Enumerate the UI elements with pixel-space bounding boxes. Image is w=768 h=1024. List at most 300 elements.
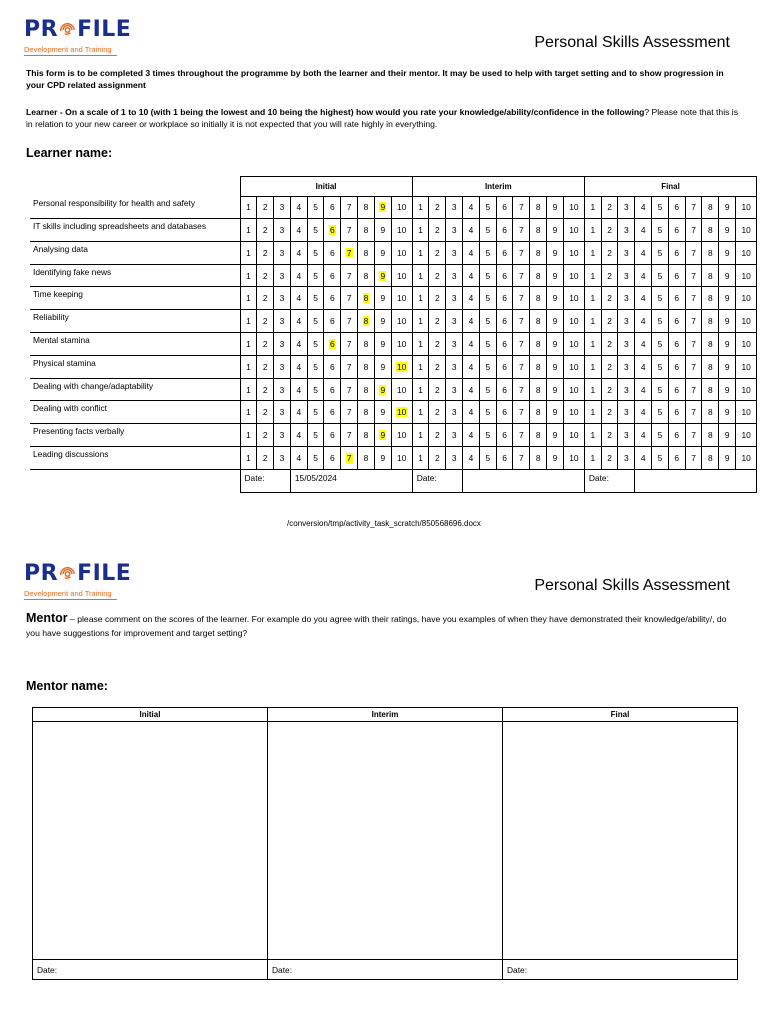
rating-cell-final[interactable] — [652, 241, 669, 264]
rating-cell-interim[interactable] — [563, 241, 584, 264]
rating-cell-interim[interactable] — [463, 355, 480, 378]
rating-cell-interim[interactable] — [496, 447, 513, 470]
rating-cell-initial[interactable] — [341, 355, 358, 378]
rating-cell-interim[interactable] — [479, 264, 496, 287]
rating-cell-interim[interactable] — [463, 447, 480, 470]
rating-cell-initial[interactable] — [358, 241, 375, 264]
rating-cell-interim[interactable] — [513, 219, 530, 242]
rating-cell-interim[interactable] — [412, 287, 429, 310]
rating-cell-interim[interactable] — [479, 287, 496, 310]
rating-cell-final[interactable] — [584, 447, 601, 470]
rating-cell-final[interactable] — [601, 196, 618, 218]
rating-cell-initial[interactable] — [358, 219, 375, 242]
rating-cell-initial[interactable] — [374, 424, 391, 447]
rating-cell-initial[interactable] — [358, 264, 375, 287]
rating-cell-interim[interactable] — [563, 401, 584, 424]
rating-cell-initial[interactable] — [324, 264, 341, 287]
rating-cell-initial[interactable] — [290, 241, 307, 264]
rating-cell-initial[interactable] — [324, 287, 341, 310]
rating-cell-initial[interactable] — [358, 310, 375, 333]
rating-cell-initial[interactable] — [240, 196, 257, 218]
rating-cell-final[interactable] — [685, 355, 702, 378]
rating-cell-interim[interactable] — [496, 355, 513, 378]
rating-cell-initial[interactable] — [358, 287, 375, 310]
rating-cell-interim[interactable] — [530, 310, 547, 333]
rating-cell-interim[interactable] — [412, 333, 429, 356]
rating-cell-interim[interactable] — [463, 264, 480, 287]
rating-cell-final[interactable] — [601, 310, 618, 333]
rating-cell-interim[interactable] — [530, 447, 547, 470]
rating-cell-interim[interactable] — [479, 424, 496, 447]
rating-cell-interim[interactable] — [547, 355, 564, 378]
rating-cell-interim[interactable] — [513, 241, 530, 264]
rating-cell-final[interactable] — [584, 355, 601, 378]
rating-cell-final[interactable] — [668, 401, 685, 424]
rating-cell-interim[interactable] — [446, 287, 463, 310]
rating-cell-initial[interactable] — [358, 196, 375, 218]
rating-cell-interim[interactable] — [429, 378, 446, 401]
rating-cell-final[interactable] — [652, 333, 669, 356]
rating-cell-final[interactable] — [685, 378, 702, 401]
rating-cell-initial[interactable] — [274, 355, 291, 378]
rating-cell-initial[interactable] — [274, 378, 291, 401]
rating-cell-interim[interactable] — [463, 378, 480, 401]
rating-cell-final[interactable] — [635, 219, 652, 242]
rating-cell-final[interactable] — [652, 378, 669, 401]
rating-cell-interim[interactable] — [412, 196, 429, 218]
rating-cell-final[interactable] — [601, 401, 618, 424]
rating-cell-initial[interactable] — [257, 355, 274, 378]
rating-cell-final[interactable] — [618, 287, 635, 310]
rating-cell-interim[interactable] — [530, 355, 547, 378]
rating-cell-initial[interactable] — [257, 219, 274, 242]
rating-cell-interim[interactable] — [513, 333, 530, 356]
rating-cell-initial[interactable] — [290, 401, 307, 424]
rating-cell-initial[interactable] — [341, 196, 358, 218]
rating-cell-initial[interactable] — [324, 196, 341, 218]
rating-cell-interim[interactable] — [547, 196, 564, 218]
rating-cell-final[interactable] — [618, 424, 635, 447]
rating-cell-final[interactable] — [618, 241, 635, 264]
rating-cell-interim[interactable] — [496, 310, 513, 333]
rating-cell-interim[interactable] — [530, 424, 547, 447]
rating-cell-initial[interactable] — [307, 196, 324, 218]
rating-cell-final[interactable] — [719, 378, 736, 401]
rating-cell-initial[interactable] — [374, 447, 391, 470]
rating-cell-interim[interactable] — [429, 241, 446, 264]
rating-cell-interim[interactable] — [463, 310, 480, 333]
rating-cell-initial[interactable] — [257, 447, 274, 470]
rating-cell-interim[interactable] — [547, 219, 564, 242]
rating-cell-interim[interactable] — [446, 424, 463, 447]
rating-cell-interim[interactable] — [412, 378, 429, 401]
rating-cell-final[interactable] — [702, 447, 719, 470]
rating-cell-final[interactable] — [668, 424, 685, 447]
rating-cell-interim[interactable] — [446, 355, 463, 378]
rating-cell-initial[interactable] — [324, 401, 341, 424]
rating-cell-initial[interactable] — [274, 241, 291, 264]
date-value-interim[interactable] — [463, 469, 585, 492]
rating-cell-initial[interactable] — [307, 401, 324, 424]
rating-cell-initial[interactable] — [274, 264, 291, 287]
rating-cell-interim[interactable] — [496, 378, 513, 401]
rating-cell-interim[interactable] — [479, 401, 496, 424]
rating-cell-initial[interactable] — [257, 401, 274, 424]
rating-cell-final[interactable] — [635, 447, 652, 470]
rating-cell-initial[interactable] — [240, 241, 257, 264]
rating-cell-interim[interactable] — [563, 447, 584, 470]
rating-cell-interim[interactable] — [412, 447, 429, 470]
rating-cell-initial[interactable] — [307, 447, 324, 470]
rating-cell-interim[interactable] — [513, 401, 530, 424]
rating-cell-interim[interactable] — [496, 401, 513, 424]
rating-cell-initial[interactable] — [240, 447, 257, 470]
rating-cell-interim[interactable] — [530, 378, 547, 401]
rating-cell-initial[interactable] — [307, 378, 324, 401]
rating-cell-final[interactable] — [601, 378, 618, 401]
rating-cell-initial[interactable] — [341, 219, 358, 242]
rating-cell-final[interactable] — [635, 196, 652, 218]
rating-cell-initial[interactable] — [290, 424, 307, 447]
rating-cell-final[interactable] — [635, 310, 652, 333]
rating-cell-initial[interactable] — [391, 401, 412, 424]
rating-cell-final[interactable] — [685, 401, 702, 424]
rating-cell-initial[interactable] — [341, 310, 358, 333]
rating-cell-initial[interactable] — [341, 333, 358, 356]
rating-cell-interim[interactable] — [412, 264, 429, 287]
rating-cell-final[interactable] — [635, 355, 652, 378]
rating-cell-final[interactable] — [618, 355, 635, 378]
rating-cell-interim[interactable] — [547, 287, 564, 310]
rating-cell-final[interactable] — [635, 401, 652, 424]
rating-cell-initial[interactable] — [290, 196, 307, 218]
rating-cell-initial[interactable] — [391, 447, 412, 470]
rating-cell-initial[interactable] — [324, 378, 341, 401]
rating-cell-interim[interactable] — [429, 401, 446, 424]
rating-cell-interim[interactable] — [496, 241, 513, 264]
rating-cell-final[interactable] — [702, 219, 719, 242]
rating-cell-final[interactable] — [736, 196, 757, 218]
rating-cell-final[interactable] — [736, 219, 757, 242]
rating-cell-interim[interactable] — [563, 196, 584, 218]
rating-cell-final[interactable] — [702, 287, 719, 310]
rating-cell-initial[interactable] — [391, 378, 412, 401]
rating-cell-final[interactable] — [668, 196, 685, 218]
rating-cell-initial[interactable] — [240, 310, 257, 333]
rating-cell-interim[interactable] — [479, 241, 496, 264]
rating-cell-interim[interactable] — [429, 219, 446, 242]
rating-cell-final[interactable] — [584, 241, 601, 264]
rating-cell-final[interactable] — [652, 401, 669, 424]
rating-cell-initial[interactable] — [290, 264, 307, 287]
rating-cell-final[interactable] — [618, 333, 635, 356]
rating-cell-final[interactable] — [652, 196, 669, 218]
rating-cell-final[interactable] — [685, 196, 702, 218]
rating-cell-interim[interactable] — [496, 424, 513, 447]
rating-cell-interim[interactable] — [547, 264, 564, 287]
rating-cell-final[interactable] — [601, 424, 618, 447]
rating-cell-initial[interactable] — [257, 287, 274, 310]
rating-cell-initial[interactable] — [274, 333, 291, 356]
rating-cell-interim[interactable] — [479, 196, 496, 218]
rating-cell-interim[interactable] — [496, 196, 513, 218]
rating-cell-final[interactable] — [685, 447, 702, 470]
rating-cell-initial[interactable] — [391, 219, 412, 242]
rating-cell-final[interactable] — [668, 447, 685, 470]
rating-cell-final[interactable] — [618, 447, 635, 470]
rating-cell-final[interactable] — [702, 424, 719, 447]
rating-cell-interim[interactable] — [513, 378, 530, 401]
rating-cell-final[interactable] — [618, 401, 635, 424]
rating-cell-initial[interactable] — [324, 310, 341, 333]
rating-cell-final[interactable] — [719, 264, 736, 287]
rating-cell-final[interactable] — [652, 264, 669, 287]
rating-cell-initial[interactable] — [324, 219, 341, 242]
rating-cell-initial[interactable] — [290, 219, 307, 242]
rating-cell-initial[interactable] — [341, 241, 358, 264]
rating-cell-interim[interactable] — [446, 447, 463, 470]
rating-cell-final[interactable] — [601, 241, 618, 264]
rating-cell-initial[interactable] — [358, 447, 375, 470]
rating-cell-initial[interactable] — [374, 355, 391, 378]
mentor-date-final[interactable]: Date: — [503, 960, 738, 980]
rating-cell-final[interactable] — [601, 219, 618, 242]
rating-cell-interim[interactable] — [479, 378, 496, 401]
rating-cell-final[interactable] — [736, 401, 757, 424]
rating-cell-initial[interactable] — [374, 401, 391, 424]
rating-cell-initial[interactable] — [257, 196, 274, 218]
rating-cell-final[interactable] — [736, 241, 757, 264]
rating-cell-interim[interactable] — [547, 241, 564, 264]
rating-cell-interim[interactable] — [513, 287, 530, 310]
rating-cell-initial[interactable] — [257, 378, 274, 401]
mentor-date-initial[interactable]: Date: — [33, 960, 268, 980]
mentor-comment-interim[interactable] — [268, 722, 503, 960]
rating-cell-initial[interactable] — [358, 355, 375, 378]
rating-cell-initial[interactable] — [374, 241, 391, 264]
rating-cell-final[interactable] — [736, 447, 757, 470]
rating-cell-initial[interactable] — [240, 401, 257, 424]
rating-cell-interim[interactable] — [446, 241, 463, 264]
rating-cell-interim[interactable] — [530, 219, 547, 242]
rating-cell-initial[interactable] — [240, 333, 257, 356]
rating-cell-interim[interactable] — [412, 241, 429, 264]
rating-cell-final[interactable] — [719, 447, 736, 470]
rating-cell-interim[interactable] — [547, 333, 564, 356]
rating-cell-final[interactable] — [601, 333, 618, 356]
rating-cell-interim[interactable] — [412, 355, 429, 378]
rating-cell-initial[interactable] — [341, 378, 358, 401]
rating-cell-interim[interactable] — [446, 310, 463, 333]
rating-cell-final[interactable] — [601, 287, 618, 310]
rating-cell-final[interactable] — [601, 355, 618, 378]
rating-cell-final[interactable] — [584, 401, 601, 424]
rating-cell-initial[interactable] — [324, 241, 341, 264]
rating-cell-interim[interactable] — [446, 219, 463, 242]
rating-cell-final[interactable] — [736, 424, 757, 447]
rating-cell-interim[interactable] — [513, 196, 530, 218]
rating-cell-initial[interactable] — [358, 424, 375, 447]
rating-cell-final[interactable] — [618, 264, 635, 287]
rating-cell-final[interactable] — [618, 378, 635, 401]
mentor-comment-final[interactable] — [503, 722, 738, 960]
rating-cell-final[interactable] — [719, 424, 736, 447]
rating-cell-initial[interactable] — [274, 401, 291, 424]
rating-cell-final[interactable] — [635, 424, 652, 447]
rating-cell-interim[interactable] — [563, 378, 584, 401]
rating-cell-interim[interactable] — [530, 241, 547, 264]
rating-cell-final[interactable] — [584, 310, 601, 333]
rating-cell-initial[interactable] — [290, 287, 307, 310]
rating-cell-initial[interactable] — [341, 401, 358, 424]
rating-cell-interim[interactable] — [563, 310, 584, 333]
rating-cell-initial[interactable] — [391, 424, 412, 447]
rating-cell-final[interactable] — [584, 264, 601, 287]
rating-cell-initial[interactable] — [240, 219, 257, 242]
rating-cell-initial[interactable] — [290, 355, 307, 378]
rating-cell-initial[interactable] — [341, 264, 358, 287]
rating-cell-initial[interactable] — [391, 355, 412, 378]
rating-cell-final[interactable] — [635, 333, 652, 356]
rating-cell-initial[interactable] — [274, 447, 291, 470]
rating-cell-initial[interactable] — [274, 287, 291, 310]
rating-cell-interim[interactable] — [530, 264, 547, 287]
rating-cell-final[interactable] — [685, 264, 702, 287]
mentor-date-interim[interactable]: Date: — [268, 960, 503, 980]
rating-cell-initial[interactable] — [307, 355, 324, 378]
rating-cell-interim[interactable] — [563, 264, 584, 287]
rating-cell-initial[interactable] — [324, 333, 341, 356]
rating-cell-initial[interactable] — [240, 287, 257, 310]
rating-cell-initial[interactable] — [358, 333, 375, 356]
rating-cell-final[interactable] — [719, 287, 736, 310]
rating-cell-final[interactable] — [702, 401, 719, 424]
rating-cell-interim[interactable] — [563, 333, 584, 356]
rating-cell-final[interactable] — [618, 219, 635, 242]
rating-cell-interim[interactable] — [429, 447, 446, 470]
rating-cell-interim[interactable] — [463, 333, 480, 356]
rating-cell-interim[interactable] — [429, 287, 446, 310]
rating-cell-initial[interactable] — [274, 219, 291, 242]
rating-cell-interim[interactable] — [429, 424, 446, 447]
rating-cell-final[interactable] — [685, 219, 702, 242]
rating-cell-final[interactable] — [702, 310, 719, 333]
rating-cell-interim[interactable] — [479, 310, 496, 333]
rating-cell-final[interactable] — [652, 355, 669, 378]
rating-cell-interim[interactable] — [496, 264, 513, 287]
rating-cell-interim[interactable] — [446, 196, 463, 218]
rating-cell-final[interactable] — [702, 333, 719, 356]
rating-cell-interim[interactable] — [547, 378, 564, 401]
rating-cell-initial[interactable] — [240, 355, 257, 378]
rating-cell-initial[interactable] — [391, 287, 412, 310]
rating-cell-interim[interactable] — [496, 333, 513, 356]
rating-cell-interim[interactable] — [429, 355, 446, 378]
rating-cell-interim[interactable] — [463, 401, 480, 424]
rating-cell-interim[interactable] — [463, 241, 480, 264]
rating-cell-final[interactable] — [736, 264, 757, 287]
rating-cell-initial[interactable] — [290, 310, 307, 333]
rating-cell-initial[interactable] — [391, 196, 412, 218]
rating-cell-interim[interactable] — [479, 219, 496, 242]
rating-cell-final[interactable] — [736, 333, 757, 356]
rating-cell-initial[interactable] — [391, 333, 412, 356]
rating-cell-interim[interactable] — [429, 310, 446, 333]
rating-cell-final[interactable] — [668, 355, 685, 378]
rating-cell-initial[interactable] — [290, 378, 307, 401]
rating-cell-initial[interactable] — [374, 310, 391, 333]
rating-cell-interim[interactable] — [446, 333, 463, 356]
rating-cell-final[interactable] — [635, 264, 652, 287]
rating-cell-initial[interactable] — [240, 424, 257, 447]
rating-cell-final[interactable] — [736, 310, 757, 333]
rating-cell-interim[interactable] — [463, 424, 480, 447]
rating-cell-interim[interactable] — [547, 424, 564, 447]
rating-cell-final[interactable] — [719, 355, 736, 378]
rating-cell-final[interactable] — [702, 196, 719, 218]
rating-cell-final[interactable] — [618, 196, 635, 218]
date-value-final[interactable] — [635, 469, 757, 492]
rating-cell-final[interactable] — [668, 241, 685, 264]
rating-cell-final[interactable] — [584, 378, 601, 401]
rating-cell-interim[interactable] — [513, 310, 530, 333]
rating-cell-initial[interactable] — [341, 447, 358, 470]
rating-cell-final[interactable] — [652, 447, 669, 470]
rating-cell-final[interactable] — [668, 378, 685, 401]
rating-cell-interim[interactable] — [429, 264, 446, 287]
rating-cell-final[interactable] — [652, 219, 669, 242]
rating-cell-final[interactable] — [584, 287, 601, 310]
rating-cell-final[interactable] — [668, 287, 685, 310]
rating-cell-final[interactable] — [652, 310, 669, 333]
rating-cell-interim[interactable] — [446, 378, 463, 401]
rating-cell-initial[interactable] — [290, 333, 307, 356]
rating-cell-final[interactable] — [685, 287, 702, 310]
rating-cell-initial[interactable] — [374, 287, 391, 310]
rating-cell-initial[interactable] — [240, 264, 257, 287]
rating-cell-final[interactable] — [584, 196, 601, 218]
rating-cell-initial[interactable] — [274, 196, 291, 218]
rating-cell-final[interactable] — [668, 310, 685, 333]
rating-cell-initial[interactable] — [374, 333, 391, 356]
rating-cell-initial[interactable] — [257, 241, 274, 264]
rating-cell-interim[interactable] — [496, 219, 513, 242]
rating-cell-interim[interactable] — [530, 196, 547, 218]
rating-cell-final[interactable] — [685, 424, 702, 447]
rating-cell-initial[interactable] — [307, 287, 324, 310]
rating-cell-initial[interactable] — [307, 264, 324, 287]
rating-cell-initial[interactable] — [307, 333, 324, 356]
rating-cell-initial[interactable] — [307, 241, 324, 264]
rating-cell-interim[interactable] — [513, 424, 530, 447]
rating-cell-interim[interactable] — [563, 424, 584, 447]
rating-cell-final[interactable] — [601, 447, 618, 470]
rating-cell-interim[interactable] — [496, 287, 513, 310]
rating-cell-final[interactable] — [635, 287, 652, 310]
rating-cell-final[interactable] — [702, 241, 719, 264]
rating-cell-interim[interactable] — [530, 333, 547, 356]
rating-cell-initial[interactable] — [274, 424, 291, 447]
rating-cell-final[interactable] — [668, 219, 685, 242]
rating-cell-initial[interactable] — [274, 310, 291, 333]
rating-cell-final[interactable] — [652, 424, 669, 447]
rating-cell-initial[interactable] — [374, 264, 391, 287]
rating-cell-interim[interactable] — [547, 447, 564, 470]
rating-cell-final[interactable] — [652, 287, 669, 310]
rating-cell-final[interactable] — [668, 264, 685, 287]
rating-cell-initial[interactable] — [290, 447, 307, 470]
rating-cell-final[interactable] — [736, 355, 757, 378]
